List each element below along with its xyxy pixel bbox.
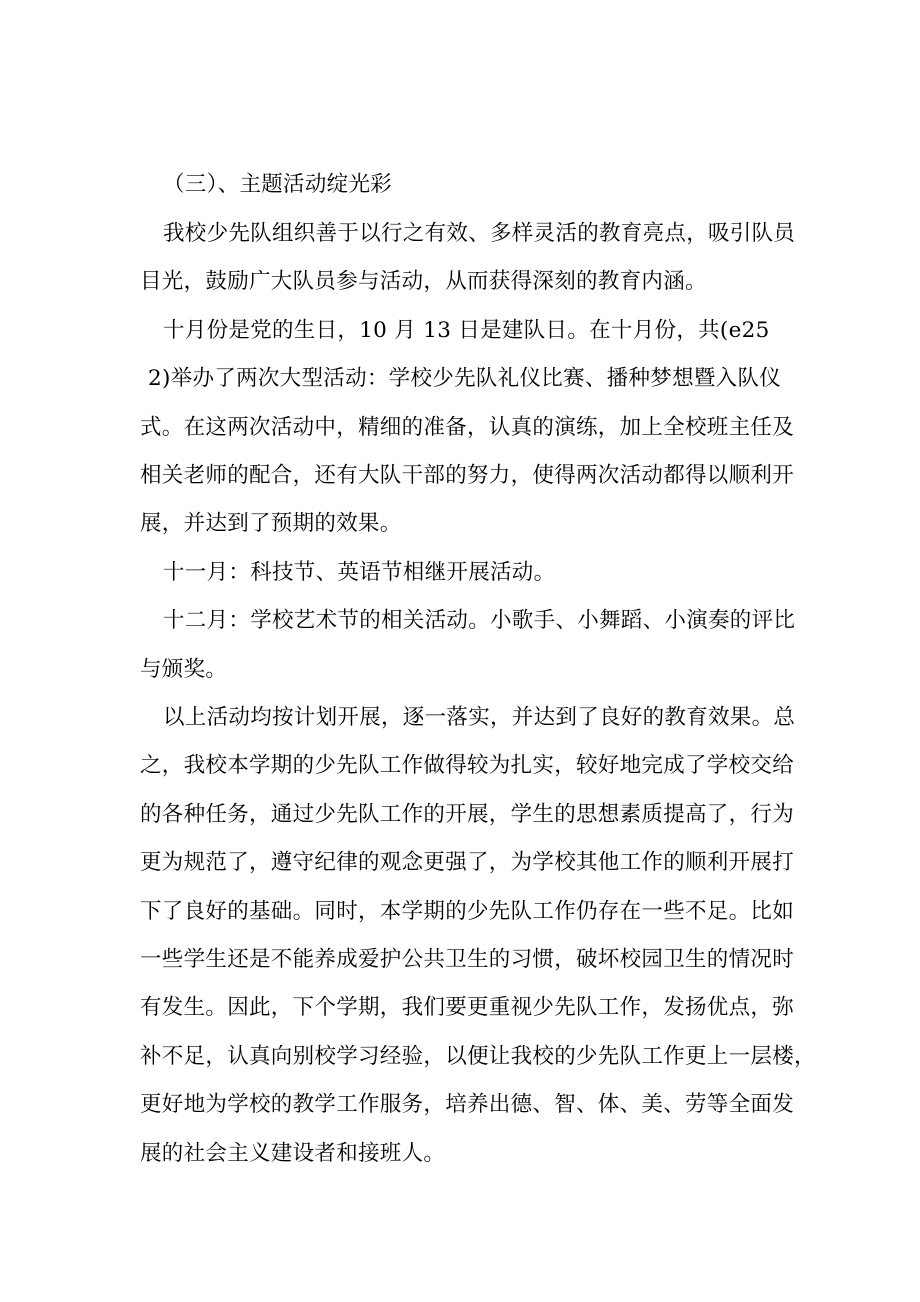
- text-line: 2)举办了两次大型活动：学校少先队礼仪比赛、播种梦想暨入队仪: [148, 366, 782, 391]
- text-line: 补不足，认真向别校学习经验，以便让我校的少先队工作更上一层楼，: [140, 1044, 816, 1069]
- text-line: 有发生。因此，下个学期，我们要更重视少先队工作，发扬优点，弥: [140, 995, 795, 1020]
- text-line: 更好地为学校的教学工作服务，培养出德、智、体、美、劳等全面发: [140, 1092, 795, 1117]
- text-line: 十二月：学校艺术节的相关活动。小歌手、小舞蹈、小演奏的评比: [163, 608, 796, 633]
- text-line: 相关老师的配合，还有大队干部的努力，使得两次活动都得以顺利开: [140, 463, 795, 488]
- text-line: 与颁奖。: [140, 657, 228, 682]
- text-line: 更为规范了，遵守纪律的观念更强了，为学校其他工作的顺利开展打: [140, 850, 795, 875]
- text-line: 十月份是党的生日，10 月 13 日是建队日。在十月份，共(e25: [163, 318, 770, 343]
- text-line: 的各种任务，通过少先队工作的开展，学生的思想素质提高了，行为: [140, 802, 795, 827]
- text-line: 以上活动均按计划开展，逐一落实，并达到了良好的教育效果。总: [163, 705, 796, 730]
- text-line: 展，并达到了预期的效果。: [140, 511, 402, 536]
- text-line: 一些学生还是不能养成爱护公共卫生的习惯，破坏校园卫生的情况时: [140, 947, 795, 972]
- text-line: 目光，鼓励广大队员参与活动，从而获得深刻的教育内涵。: [140, 269, 707, 294]
- text-line: 之，我校本学期的少先队工作做得较为扎实，较好地完成了学校交给: [140, 753, 795, 778]
- text-line: 展的社会主义建设者和接班人。: [140, 1141, 446, 1166]
- text-line: 十一月：科技节、英语节相继开展活动。: [163, 560, 556, 585]
- text-line: 式。在这两次活动中，精细的准备，认真的演练，加上全校班主任及: [140, 415, 795, 440]
- section-heading: （三）、主题活动绽光彩: [163, 172, 393, 197]
- text-line: 下了良好的基础。同时，本学期的少先队工作仍存在一些不足。比如: [140, 899, 795, 924]
- text-line: 我校少先队组织善于以行之有效、多样灵活的教育亮点，吸引队员: [163, 221, 796, 246]
